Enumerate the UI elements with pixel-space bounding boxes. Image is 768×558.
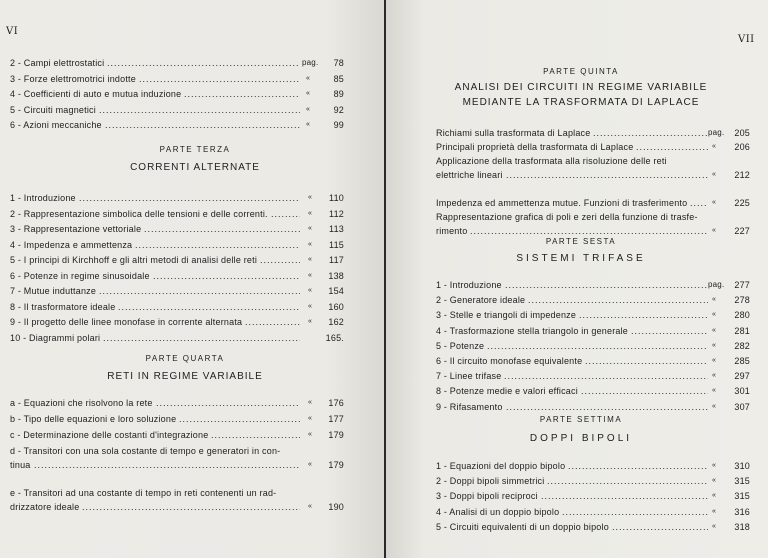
toc-entry-label: 7 - Mutue induttanze xyxy=(10,286,97,296)
ditto-mark: « xyxy=(308,503,313,510)
toc-entry xyxy=(436,325,752,337)
part-title-line1: ANALISI DEI CIRCUITI IN REGIME VARIABILE xyxy=(454,82,708,93)
toc-entry-page: 278 xyxy=(734,295,750,306)
leader-dots xyxy=(504,370,708,382)
leader-dots xyxy=(612,521,708,533)
page-number: VI xyxy=(6,26,19,37)
toc-entry-label: b - Tipo delle equazioni e loro soluzione xyxy=(10,414,177,424)
leader-dots xyxy=(562,506,708,518)
leader-dots xyxy=(211,429,300,441)
ditto-mark: « xyxy=(306,105,311,113)
part-label: PARTE SESTA xyxy=(545,237,617,246)
ditto-mark: « xyxy=(712,372,717,380)
leader-dots xyxy=(585,355,708,367)
ditto-mark: « xyxy=(712,296,717,304)
toc-entry-label: 10 - Diagrammi polari xyxy=(10,332,101,343)
toc-entry-label: 3 - Stelle e triangoli di impedenze xyxy=(436,310,577,321)
toc-entry-page: 115 xyxy=(329,239,344,250)
leader-dots xyxy=(506,401,708,413)
ditto-mark: « xyxy=(306,121,311,128)
toc-entry-label: 2 - Generatore ideale xyxy=(436,295,526,306)
leader-dots xyxy=(156,397,300,409)
toc-entry xyxy=(10,285,346,297)
toc-entry xyxy=(436,141,752,153)
toc-entry xyxy=(10,429,346,441)
toc-entry xyxy=(10,223,346,235)
ditto-mark: « xyxy=(712,462,717,469)
toc-entry-label: a - Equazioni che risolvono la rete xyxy=(10,398,153,408)
part-title: CORRENTI ALTERNATE xyxy=(130,162,260,173)
part-title-line2: MEDIANTE LA TRASFORMATA DI LAPLACE xyxy=(462,97,700,108)
toc-entry-label: Richiami sulla trasformata di Laplace xyxy=(436,128,591,138)
leader-dots xyxy=(184,88,300,100)
toc-entry xyxy=(10,73,346,85)
part-title: RETI IN REGIME VARIABILE xyxy=(107,371,263,382)
toc-entry-page: 280 xyxy=(734,310,750,321)
part-label: PARTE QUINTA xyxy=(543,67,619,76)
ditto-mark: pag. xyxy=(708,128,725,137)
toc-entry-label: 5 - I principi di Kirchhoff e gli altri metodi di analisi delle reti xyxy=(10,255,258,265)
toc-entry-label: 1 - Equazioni del doppio bipolo xyxy=(436,461,566,471)
toc-entry xyxy=(10,104,346,116)
ditto-mark: « xyxy=(306,90,311,97)
ditto-mark: « xyxy=(712,387,717,395)
toc-entry-page: 206 xyxy=(734,142,750,152)
leader-dots xyxy=(541,490,708,502)
toc-entry-page: 92 xyxy=(333,104,344,115)
toc-entry-label: Rappresentazione grafica di poli e zeri della funzione di trasfe- xyxy=(436,212,698,222)
toc-entry-label: 3 - Doppi bipoli reciproci xyxy=(436,491,538,502)
ditto-mark: « xyxy=(308,302,313,310)
toc-entry xyxy=(436,401,752,413)
toc-entry-label: Impedenza ed ammettenza mutue. Funzioni di trasferimento xyxy=(436,198,688,208)
toc-entry-label-continued: elettriche lineari xyxy=(436,170,503,180)
leader-dots xyxy=(103,332,300,344)
toc-entry-page: 179 xyxy=(328,460,344,470)
toc-entry-page: 285 xyxy=(734,356,750,366)
toc-entry xyxy=(10,332,346,344)
ditto-mark: « xyxy=(712,199,717,206)
ditto-mark: « xyxy=(308,415,313,422)
toc-entry-label: 3 - Forze elettromotrici indotte xyxy=(10,73,136,84)
ditto-mark: « xyxy=(712,227,717,234)
toc-entry-page: 212 xyxy=(734,170,750,180)
ditto-mark: « xyxy=(712,477,717,485)
leader-dots xyxy=(631,325,708,337)
toc-entry-page: 113 xyxy=(329,224,344,234)
toc-entry-page: 112 xyxy=(329,208,344,219)
toc-entry xyxy=(10,301,346,313)
toc-entry-page: 117 xyxy=(329,255,344,265)
toc-entry-label: 1 - Introduzione xyxy=(10,193,76,203)
toc-entry-page: 277 xyxy=(734,280,750,290)
leader-dots xyxy=(245,316,300,328)
leader-dots xyxy=(82,501,300,513)
toc-entry-label: 6 - Il circuito monofase equivalente xyxy=(436,356,583,366)
toc-entry-label: 6 - Azioni meccaniche xyxy=(10,120,102,130)
toc-entry-label: 4 - Coefficienti di auto e mutua induzione xyxy=(10,89,182,99)
ditto-mark: « xyxy=(712,326,717,334)
toc-entry-page: 310 xyxy=(734,461,750,471)
part-label: PARTE SETTIMA xyxy=(539,415,623,424)
toc-entry-label: e - Transitori ad una costante di tempo in reti contenenti un rad- xyxy=(10,488,277,498)
right-page xyxy=(386,0,768,558)
toc-entry-label: 1 - Introduzione xyxy=(436,280,502,290)
leader-dots xyxy=(568,460,708,472)
toc-entry-page: 190 xyxy=(328,502,344,512)
toc-entry xyxy=(10,487,346,513)
ditto-mark: « xyxy=(308,225,313,232)
toc-entry-page: 282 xyxy=(734,340,750,351)
toc-entry-label: 6 - Potenze in regime sinusoidale xyxy=(10,270,150,281)
ditto-mark: « xyxy=(712,171,717,178)
leader-dots xyxy=(528,294,708,306)
toc-entry-label: 4 - Trasformazione stella triangolo in generale xyxy=(436,325,628,336)
toc-entry-page: 315 xyxy=(734,476,750,487)
leader-dots xyxy=(260,254,300,266)
toc-entry xyxy=(436,475,752,487)
ditto-mark: « xyxy=(308,209,313,217)
toc-entry xyxy=(436,155,752,181)
toc-entry-label: 8 - Il trasformatore ideale xyxy=(10,301,116,312)
toc-entry-label: 9 - Rifasamento xyxy=(436,401,503,412)
toc-entry-page: 85 xyxy=(333,73,344,84)
toc-entry xyxy=(10,119,346,131)
leader-dots xyxy=(505,279,708,291)
toc-entry-label: 4 - Analisi di un doppio bipolo xyxy=(436,506,560,517)
toc-entry xyxy=(10,270,346,282)
leader-dots xyxy=(547,475,708,487)
toc-entry xyxy=(10,208,346,220)
toc-entry-page: 89 xyxy=(333,89,344,99)
part-label: PARTE QUARTA xyxy=(145,354,225,363)
leader-dots xyxy=(99,285,300,297)
ditto-mark: « xyxy=(308,431,313,438)
toc-entry-label-continued: rimento xyxy=(436,226,468,236)
toc-entry-label: c - Determinazione delle costanti d'integrazione xyxy=(10,430,209,440)
toc-entry-page: 316 xyxy=(734,506,750,517)
toc-entry xyxy=(10,397,346,409)
toc-entry xyxy=(10,192,346,204)
ditto-mark: « xyxy=(712,522,717,530)
toc-entry-label: 3 - Rappresentazione vettoriale xyxy=(10,224,142,234)
toc-entry-page: 99 xyxy=(333,120,344,130)
ditto-mark: « xyxy=(712,492,717,500)
ditto-mark: « xyxy=(712,143,717,150)
leader-dots xyxy=(506,169,708,181)
toc-entry xyxy=(436,279,752,291)
leader-dots xyxy=(34,459,300,471)
toc-entry-page: 176 xyxy=(328,398,344,408)
toc-entry-page: 301 xyxy=(734,386,750,397)
toc-entry xyxy=(436,309,752,321)
leader-dots xyxy=(144,223,300,235)
leader-dots xyxy=(581,385,708,397)
page-number: VII xyxy=(738,34,755,45)
part-title: DOPPI BIPOLI xyxy=(529,433,633,444)
toc-entry-page: 154 xyxy=(328,286,344,296)
ditto-mark: « xyxy=(308,461,313,468)
toc-entry-label-continued: tinua xyxy=(10,460,31,470)
ditto-mark: pag. xyxy=(302,58,319,67)
toc-entry xyxy=(436,490,752,502)
toc-entry-page: 318 xyxy=(734,521,750,532)
toc-entry-label: 5 - Circuiti equivalenti di un doppio bipolo xyxy=(436,521,609,532)
toc-entry-page: 315 xyxy=(734,491,750,502)
toc-entry-page: 177 xyxy=(328,414,344,424)
leader-dots xyxy=(487,340,708,352)
ditto-mark: « xyxy=(308,194,313,201)
toc-entry-label: 4 - Impedenza e ammettenza xyxy=(10,239,133,250)
part-label: PARTE TERZA xyxy=(159,145,231,154)
toc-entry-label: Principali proprietà della trasformata di Laplace xyxy=(436,142,634,152)
leader-dots xyxy=(593,127,708,139)
toc-entry xyxy=(10,57,346,69)
ditto-mark: « xyxy=(308,271,313,279)
toc-entry-page: 179 xyxy=(328,430,344,440)
leader-dots xyxy=(636,141,708,153)
leader-dots xyxy=(690,197,708,209)
toc-entry-page: 307 xyxy=(734,401,750,412)
leader-dots xyxy=(105,119,300,131)
toc-entry-page: 160 xyxy=(328,301,344,312)
part-title: SISTEMI TRIFASE xyxy=(516,253,646,264)
ditto-mark: pag. xyxy=(708,280,725,289)
toc-entry-label: d - Transitori con una sola costante di tempo e generatori in con- xyxy=(10,446,281,456)
toc-entry-page: 165. xyxy=(325,332,344,343)
toc-entry-label-continued: drizzatore ideale xyxy=(10,502,80,512)
toc-entry xyxy=(10,239,346,251)
leader-dots xyxy=(470,225,708,237)
leader-dots xyxy=(153,270,300,282)
leader-dots xyxy=(271,208,300,220)
leader-dots xyxy=(579,309,708,321)
toc-entry-page: 227 xyxy=(734,226,750,236)
toc-entry xyxy=(436,521,752,533)
toc-entry-page: 138 xyxy=(328,270,344,281)
toc-entry xyxy=(436,127,752,139)
toc-entry xyxy=(10,413,346,425)
toc-entry-label: 2 - Campi elettrostatici xyxy=(10,58,105,68)
toc-entry-label: Applicazione della trasformata alla risoluzione delle reti xyxy=(436,156,667,166)
leader-dots xyxy=(139,73,300,85)
ditto-mark: « xyxy=(308,318,313,325)
toc-entry xyxy=(436,197,752,209)
ditto-mark: « xyxy=(308,399,313,406)
toc-entry-label: 5 - Potenze xyxy=(436,340,485,351)
leader-dots xyxy=(99,104,300,116)
ditto-mark: « xyxy=(712,357,717,364)
ditto-mark: « xyxy=(308,256,313,263)
ditto-mark: « xyxy=(308,240,313,248)
leader-dots xyxy=(135,239,300,251)
leader-dots xyxy=(107,57,300,69)
toc-entry-label: 8 - Potenze medie e valori efficaci xyxy=(436,386,578,397)
toc-entry-page: 205 xyxy=(734,128,750,138)
toc-entry xyxy=(436,340,752,352)
ditto-mark: « xyxy=(712,341,717,349)
leader-dots xyxy=(118,301,300,313)
ditto-mark: « xyxy=(712,507,717,515)
toc-entry xyxy=(10,316,346,328)
toc-entry xyxy=(436,370,752,382)
toc-entry-page: 78 xyxy=(333,58,344,68)
toc-entry-page: 110 xyxy=(329,193,344,203)
ditto-mark: « xyxy=(712,311,717,319)
toc-entry xyxy=(10,88,346,100)
toc-entry xyxy=(436,506,752,518)
toc-entry-label: 7 - Linee trifase xyxy=(436,371,502,382)
toc-entry xyxy=(10,445,346,471)
toc-entry xyxy=(10,254,346,266)
toc-entry xyxy=(436,385,752,397)
toc-entry xyxy=(436,460,752,472)
toc-entry xyxy=(436,211,752,237)
ditto-mark: « xyxy=(306,74,311,82)
toc-entry xyxy=(436,294,752,306)
toc-entry-page: 297 xyxy=(734,371,750,382)
toc-entry-page: 225 xyxy=(734,198,750,208)
toc-entry-label: 2 - Doppi bipoli simmetrici xyxy=(436,476,545,487)
ditto-mark: « xyxy=(712,402,717,410)
toc-entry-label: 9 - Il progetto delle linee monofase in corrente alternata xyxy=(10,317,243,327)
ditto-mark: « xyxy=(308,287,313,294)
toc-entry-page: 281 xyxy=(734,325,750,336)
toc-entry-page: 162 xyxy=(328,317,344,327)
leader-dots xyxy=(79,192,300,204)
toc-entry xyxy=(436,355,752,367)
toc-entry-label: 2 - Rappresentazione simbolica delle tensioni e delle correnti. xyxy=(10,208,268,219)
leader-dots xyxy=(179,413,300,425)
toc-entry-label: 5 - Circuiti magnetici xyxy=(10,104,96,115)
